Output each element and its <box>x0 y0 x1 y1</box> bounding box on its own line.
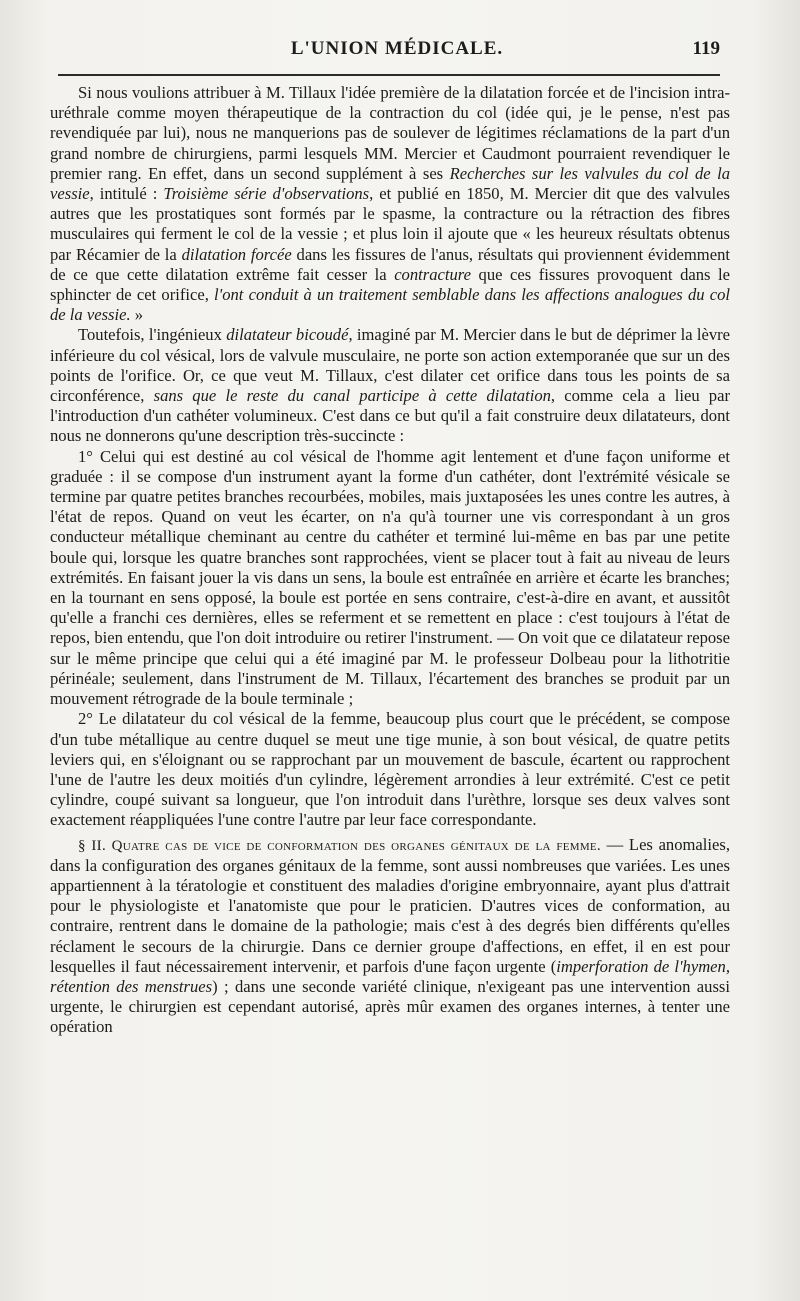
italic-title: Troisième série d'observations <box>163 184 370 204</box>
text-run: — Les anomalies, dans la configuration des organes génitaux de la femme, sont aussi nombreuses que variées. Les unes appartiennent à la tératologie et constituent des maladies d'origine embryonnaire, ayant plus d'attrait pour le physiologiste et l'anatomiste que pour le praticien. D'autres vices de conformation, au contraire, rentrent dans le domaine de la pathologie; mais c'est à des degrés bien différents qu'elles réclament le secours de la chirurgie. Dans ce dernier groupe d'affections, en effet, il en est pour lesquelles il faut nécessairement intervenir, et parfois d'une façon urgente ( <box>50 834 730 976</box>
italic-quote: l'ont conduit à un traitement semblable dans les affections analogues du col de la vessie. <box>50 285 730 325</box>
header-rule <box>58 74 720 76</box>
page-header <box>52 36 742 70</box>
body-text <box>50 83 730 1038</box>
text-run: Si nous voulions attribuer à M. Tillaux l'idée première de la dilatation forcée et de l'incision intra-uréthrale comme moyen thérapeutique de la contraction du col (idée qui, je le pense, n'est pas revendiquée par lui), nous ne manquerions pas de soulever de légitimes réclamations de la part d'un grand nombre de chirurgiens, parmi lesquels MM. Mercier et Caudmont pourraient revendiquer le premier rang. En effet, dans un second supplément à ses <box>50 83 730 183</box>
section-heading: § II. Quatre cas de vice de conformation des organes génitaux de la femme. <box>78 837 601 854</box>
page-number: 119 <box>692 38 720 59</box>
italic-phrase: sans que le reste du canal participe à cette dilatation <box>153 386 551 406</box>
italic-term: dilatateur bicoudé <box>226 325 349 345</box>
italic-term: dilatation forcée <box>181 244 292 264</box>
text-run: , comme cela a lieu par l'introduction d'un cathéter volumineux. C'est dans ce but qu'il a fait construire deux dilatateurs, dont nous ne donnerons qu'une description très-succincte : <box>50 386 730 446</box>
text-run: , intitulé : <box>89 184 164 204</box>
italic-phrase: imperforation de l'hymen, rétention des menstrues <box>50 956 730 996</box>
paragraph-2 <box>50 325 730 446</box>
text-run: dans les fissures de l'anus, résultats qui proviennent évidemment de ce que cette dilatation extrême fait cesser la <box>50 244 730 284</box>
text-run: , et publié en 1850, M. Mercier dit que des valvules autres que les prostatiques sont formés par le spasme, la contracture ou la rétraction des fibres musculaires qui ferment le col de la vessie ; et plus loin il ajoute que « les heureux résultats obtenus par Récamier de la <box>50 184 730 264</box>
italic-title: Recherches sur les valvules du col de la vessie <box>50 163 731 204</box>
text-run: que ces fissures provoquent dans le sphincter de cet orifice, <box>50 264 730 305</box>
text-run: Toutefois, l'ingénieux <box>78 325 227 345</box>
paragraph-5 <box>50 835 730 1038</box>
text-run: , imaginé par M. Mercier dans le but de déprimer la lèvre inférieure du col vésical, lors de valvule musculaire, ne porte son action extemporanée que sur un des points de l'orifice. Or, ce que veut M. Tillaux, c'est dilater cet orifice dans tous les points de sa circonférence, <box>50 325 731 406</box>
paragraph-1 <box>50 83 730 325</box>
text-run: ) ; dans une seconde variété clinique, n'exigeant pas une intervention aussi urgente, le chirurgien est cependant autorisé, après mûr examen des organes internes, à tenter une opération <box>50 976 730 1037</box>
italic-term: contracture <box>394 264 471 284</box>
running-title: L'UNION MÉDICALE. <box>290 38 504 59</box>
paragraph-4: 2° Le dilatateur du col vésical de la femme, beaucoup plus court que le précédent, se compose d'un tube métallique au centre duquel se meut une tige munie, à son bout vésical, de quatre petits leviers qui, en s'éloignant ou se rapprochant par un mouvement de bascule, écartent ou rapprochent l'une de l'autre les deux moitiés d'un cylindre, légèrement arrondies à leur extrémité. C'est ce petit cylindre, coupé suivant sa longueur, que l'on introduit dans l'urèthre, lorsque ses deux valves sont exactement réappliquées l'une contre l'autre par leur face correspondante. <box>50 709 730 830</box>
text-run: » <box>130 305 144 325</box>
paragraph-3: 1° Celui qui est destiné au col vésical de l'homme agit lentement et d'une façon uniforme et graduée : il se compose d'un instrument ayant la forme d'un cathéter, dont l'extrémité vésicale se termine par quatre petites branches recourbées, mobiles, mais juxtaposées les unes contre les autres, à l'état de repos. Quand on veut les écarter, on n'a qu'à tourner une vis correspondant à un gros conducteur métallique cheminant au centre du cathéter et terminé lui-même en bas par une petite boule qui, lorsque les quatre branches sont rapprochées, vient se placer tout à fait au niveau de leurs extrémités. En faisant jouer la vis dans un sens, la boule est entraînée en arrière et écarte les branches; en la tournant en sens opposé, la boule est portée en sens contraire, c'est-à-dire en avant, et aussitôt qu'elle a franchi ces dernières, elles se referment et se remettent en place : c'est toujours à l'état de repos, bien entendu, que l'on doit introduire ou retirer l'instrument. — On voit que ce dilatateur repose sur le même principe que celui qui a été imaginé par M. le professeur Dolbeau pour la lithotritie périnéale; seulement, dans l'instrument de M. Tillaux, l'écartement des branches se produit par un mouvement rétrograde de la boule terminale ; <box>50 446 730 709</box>
